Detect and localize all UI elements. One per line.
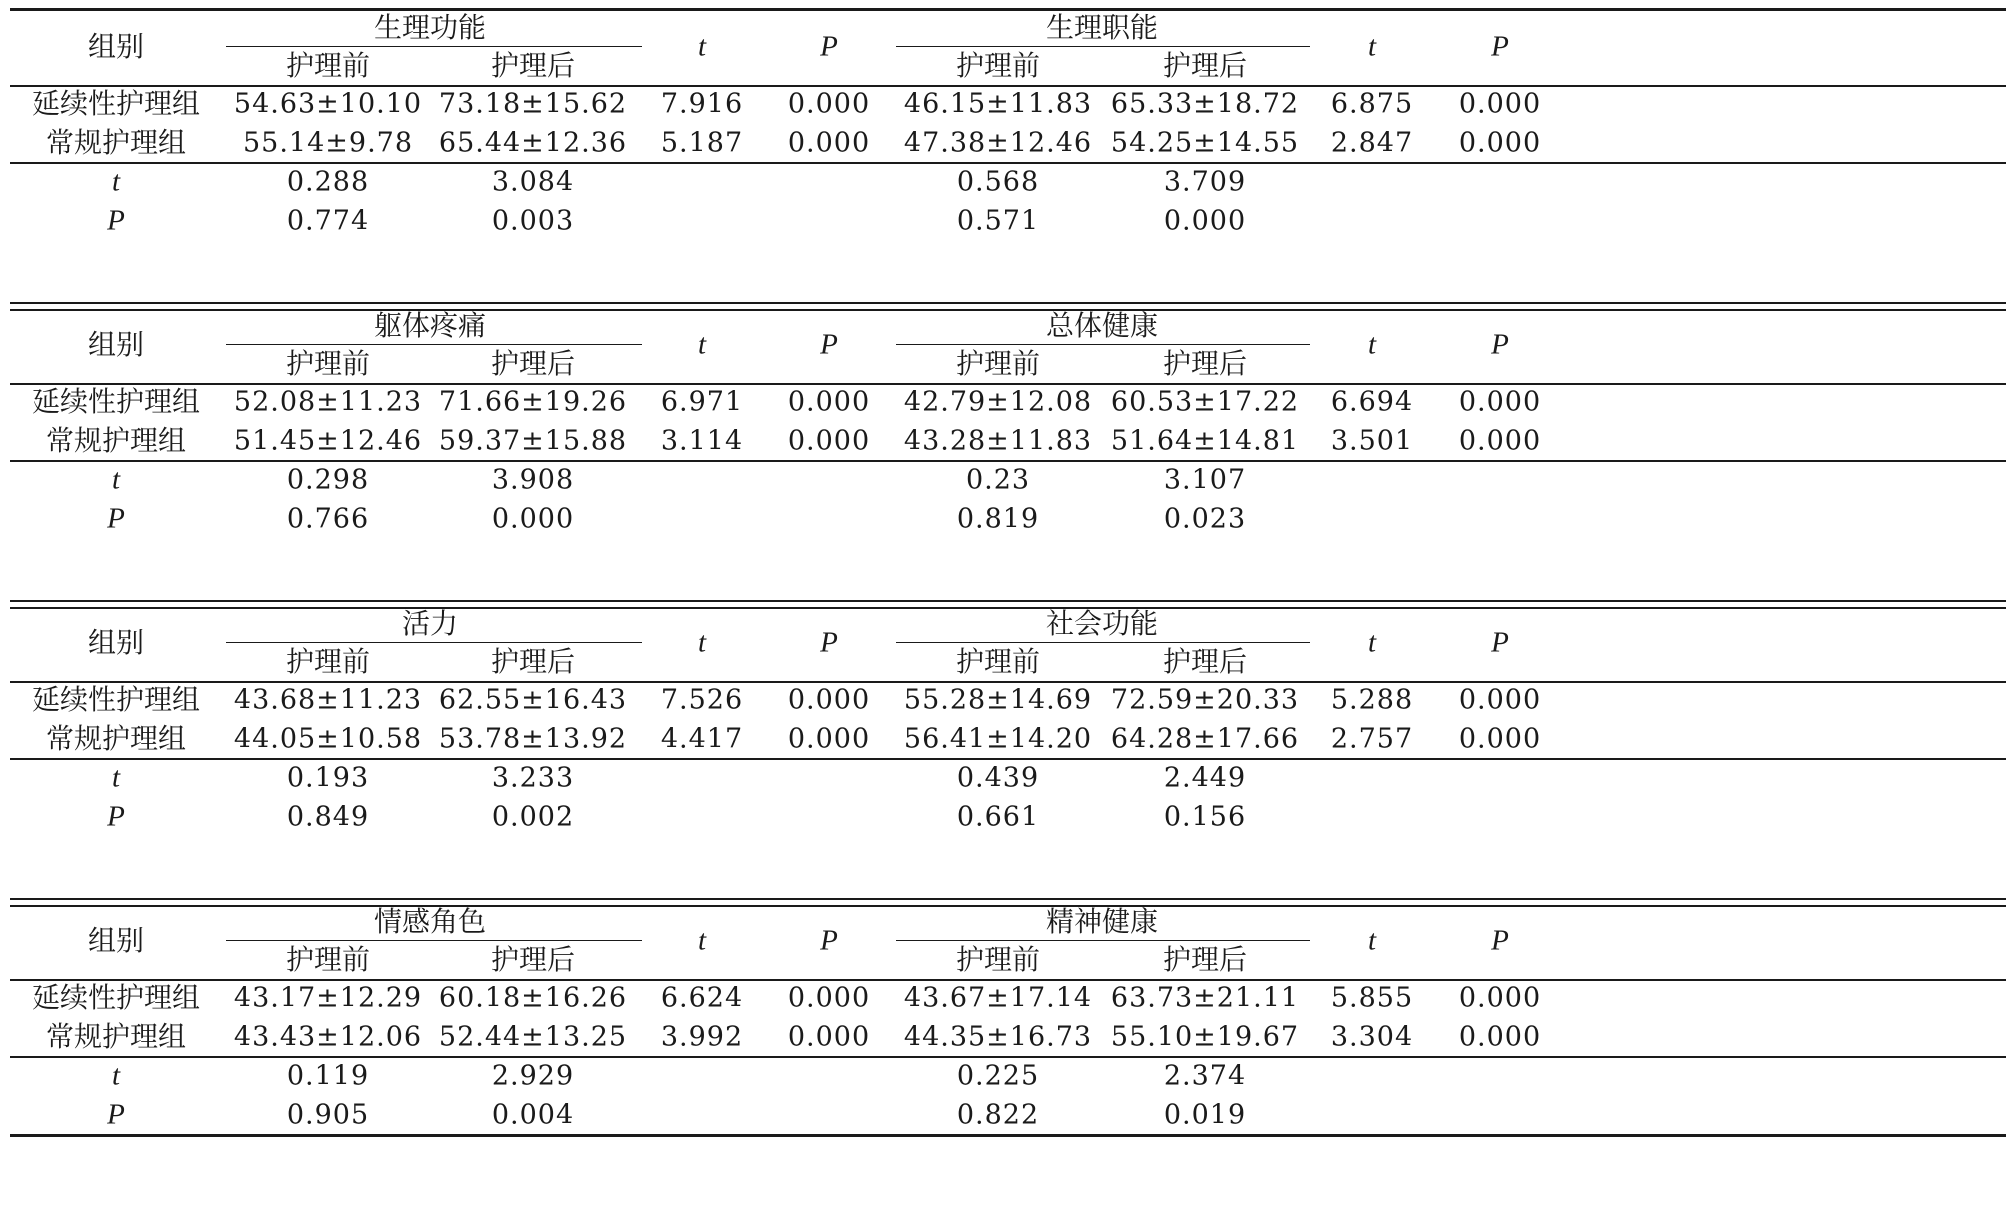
row-label: 延续性护理组 — [31, 87, 201, 120]
stat-label: t — [111, 165, 121, 198]
group-header: 组别 — [87, 626, 145, 659]
table-cell: 43.28±11.83 — [903, 425, 1093, 457]
stat-cell: 3.084 — [491, 166, 575, 198]
table-cell: 55.28±14.69 — [903, 684, 1093, 716]
stat-label: P — [107, 502, 125, 535]
t-header: t — [1367, 924, 1377, 957]
row-label: 常规护理组 — [45, 1020, 187, 1053]
before-header: 护理前 — [955, 347, 1041, 380]
before-header: 护理前 — [285, 347, 371, 380]
table-cell: 0.000 — [1458, 723, 1542, 755]
right-header-underline — [896, 940, 1310, 941]
table-cell: 5.187 — [660, 127, 744, 159]
row-label: 常规护理组 — [45, 722, 187, 755]
group-header: 组别 — [87, 30, 145, 63]
table-cell: 0.000 — [1458, 127, 1542, 159]
left-header-underline — [226, 344, 642, 345]
rows-bottom-rule — [10, 460, 2006, 462]
stat-label: P — [107, 1098, 125, 1131]
row-label: 延续性护理组 — [31, 683, 201, 716]
left-measure-title: 活力 — [401, 607, 459, 640]
t-header: t — [697, 924, 707, 957]
table-cell: 0.000 — [787, 386, 871, 418]
stat-cell: 0.119 — [286, 1060, 370, 1092]
p-header: P — [1491, 328, 1509, 361]
right-measure-title: 总体健康 — [1045, 309, 1159, 342]
table-cell: 7.526 — [660, 684, 744, 716]
p-header: P — [1491, 924, 1509, 957]
before-header: 护理前 — [955, 645, 1041, 678]
table-cell: 73.18±15.62 — [438, 88, 628, 120]
t-header: t — [697, 30, 707, 63]
stat-cell: 0.298 — [286, 464, 370, 496]
table-cell: 53.78±13.92 — [438, 723, 628, 755]
table-cell: 0.000 — [1458, 425, 1542, 457]
table-cell: 0.000 — [787, 88, 871, 120]
after-header: 护理后 — [1162, 49, 1248, 82]
table-cell: 43.68±11.23 — [233, 684, 423, 716]
stat-cell: 0.019 — [1163, 1099, 1247, 1131]
p-header: P — [1491, 626, 1509, 659]
rows-bottom-rule — [10, 1056, 2006, 1058]
table-cell: 0.000 — [787, 723, 871, 755]
table-cell: 63.73±21.11 — [1110, 982, 1300, 1014]
group-header: 组别 — [87, 328, 145, 361]
right-measure-title: 精神健康 — [1045, 905, 1159, 938]
rows-bottom-rule — [10, 162, 2006, 164]
after-header: 护理后 — [490, 645, 576, 678]
stat-cell: 0.003 — [491, 205, 575, 237]
after-header: 护理后 — [1162, 645, 1248, 678]
table-cell: 52.08±11.23 — [233, 386, 423, 418]
comparison-table — [10, 8, 2006, 1200]
t-header: t — [697, 328, 707, 361]
table-cell: 44.05±10.58 — [233, 723, 423, 755]
table-cell: 43.67±17.14 — [903, 982, 1093, 1014]
stat-cell: 0.849 — [286, 801, 370, 833]
stat-cell: 3.908 — [491, 464, 575, 496]
stat-label: t — [111, 463, 121, 496]
table-cell: 54.25±14.55 — [1110, 127, 1300, 159]
after-header: 护理后 — [1162, 943, 1248, 976]
p-header: P — [820, 30, 838, 63]
stat-cell: 0.023 — [1163, 503, 1247, 535]
table-cell: 0.000 — [1458, 982, 1542, 1014]
stat-cell: 0.822 — [956, 1099, 1040, 1131]
p-header: P — [820, 924, 838, 957]
stat-cell: 0.000 — [1163, 205, 1247, 237]
stat-cell: 2.929 — [491, 1060, 575, 1092]
table-cell: 2.847 — [1330, 127, 1414, 159]
stat-cell: 0.000 — [491, 503, 575, 535]
table-cell: 2.757 — [1330, 723, 1414, 755]
table-cell: 6.694 — [1330, 386, 1414, 418]
before-header: 护理前 — [285, 645, 371, 678]
section-divider — [10, 898, 2006, 907]
header-bottom-rule — [10, 383, 2006, 385]
table-top-rule — [10, 8, 2006, 11]
table-cell: 3.114 — [660, 425, 744, 457]
after-header: 护理后 — [490, 347, 576, 380]
t-header: t — [1367, 30, 1377, 63]
table-cell: 0.000 — [1458, 88, 1542, 120]
stat-cell: 0.288 — [286, 166, 370, 198]
after-header: 护理后 — [1162, 347, 1248, 380]
right-measure-title: 生理职能 — [1045, 11, 1159, 44]
table-cell: 65.44±12.36 — [438, 127, 628, 159]
table-cell: 60.53±17.22 — [1110, 386, 1300, 418]
stat-cell: 0.766 — [286, 503, 370, 535]
after-header: 护理后 — [490, 49, 576, 82]
stat-cell: 0.439 — [956, 762, 1040, 794]
table-section — [10, 306, 2006, 604]
table-cell: 46.15±11.83 — [903, 88, 1093, 120]
right-header-underline — [896, 642, 1310, 643]
left-measure-title: 情感角色 — [373, 905, 487, 938]
stat-cell: 3.107 — [1163, 464, 1247, 496]
right-measure-title: 社会功能 — [1045, 607, 1159, 640]
stat-cell: 2.374 — [1163, 1060, 1247, 1092]
table-cell: 6.875 — [1330, 88, 1414, 120]
table-cell: 3.501 — [1330, 425, 1414, 457]
table-bottom-rule — [10, 1134, 2006, 1137]
table-cell: 55.14±9.78 — [242, 127, 414, 159]
stat-cell: 2.449 — [1163, 762, 1247, 794]
table-cell: 0.000 — [1458, 386, 1542, 418]
right-header-underline — [896, 46, 1310, 47]
table-cell: 62.55±16.43 — [438, 684, 628, 716]
t-header: t — [1367, 328, 1377, 361]
header-bottom-rule — [10, 681, 2006, 683]
t-header: t — [697, 626, 707, 659]
table-cell: 59.37±15.88 — [438, 425, 628, 457]
header-bottom-rule — [10, 85, 2006, 87]
p-header: P — [820, 626, 838, 659]
section-divider — [10, 600, 2006, 609]
table-cell: 51.45±12.46 — [233, 425, 423, 457]
table-cell: 0.000 — [787, 127, 871, 159]
table-cell: 5.288 — [1330, 684, 1414, 716]
stat-cell: 0.23 — [965, 464, 1031, 496]
stat-label: P — [107, 800, 125, 833]
stat-cell: 0.774 — [286, 205, 370, 237]
before-header: 护理前 — [955, 943, 1041, 976]
table-cell: 5.855 — [1330, 982, 1414, 1014]
t-header: t — [1367, 626, 1377, 659]
row-label: 常规护理组 — [45, 424, 187, 457]
stat-cell: 0.905 — [286, 1099, 370, 1131]
before-header: 护理前 — [285, 49, 371, 82]
row-label: 延续性护理组 — [31, 981, 201, 1014]
table-cell: 42.79±12.08 — [903, 386, 1093, 418]
table-cell: 0.000 — [787, 425, 871, 457]
before-header: 护理前 — [285, 943, 371, 976]
table-cell: 6.971 — [660, 386, 744, 418]
stat-cell: 0.225 — [956, 1060, 1040, 1092]
left-header-underline — [226, 642, 642, 643]
left-measure-title: 躯体疼痛 — [373, 309, 487, 342]
table-section — [10, 902, 2006, 1200]
stat-cell: 0.193 — [286, 762, 370, 794]
table-cell: 52.44±13.25 — [438, 1021, 628, 1053]
header-bottom-rule — [10, 979, 2006, 981]
before-header: 护理前 — [955, 49, 1041, 82]
table-section — [10, 8, 2006, 306]
p-header: P — [1491, 30, 1509, 63]
right-header-underline — [896, 344, 1310, 345]
table-cell: 6.624 — [660, 982, 744, 1014]
stat-label: t — [111, 761, 121, 794]
table-cell: 71.66±19.26 — [438, 386, 628, 418]
table-cell: 47.38±12.46 — [903, 127, 1093, 159]
stat-cell: 0.661 — [956, 801, 1040, 833]
left-header-underline — [226, 46, 642, 47]
after-header: 护理后 — [490, 943, 576, 976]
stat-label: P — [107, 204, 125, 237]
stat-cell: 0.004 — [491, 1099, 575, 1131]
table-cell: 4.417 — [660, 723, 744, 755]
left-measure-title: 生理功能 — [373, 11, 487, 44]
table-cell: 51.64±14.81 — [1110, 425, 1300, 457]
table-cell: 3.304 — [1330, 1021, 1414, 1053]
table-cell: 60.18±16.26 — [438, 982, 628, 1014]
table-cell: 72.59±20.33 — [1110, 684, 1300, 716]
table-cell: 56.41±14.20 — [903, 723, 1093, 755]
stat-cell: 0.819 — [956, 503, 1040, 535]
table-cell: 54.63±10.10 — [233, 88, 423, 120]
table-cell: 7.916 — [660, 88, 744, 120]
table-cell: 44.35±16.73 — [903, 1021, 1093, 1053]
table-cell: 43.43±12.06 — [233, 1021, 423, 1053]
table-cell: 55.10±19.67 — [1110, 1021, 1300, 1053]
stat-cell: 0.002 — [491, 801, 575, 833]
table-cell: 0.000 — [1458, 684, 1542, 716]
stat-cell: 3.233 — [491, 762, 575, 794]
p-header: P — [820, 328, 838, 361]
left-header-underline — [226, 940, 642, 941]
table-cell: 64.28±17.66 — [1110, 723, 1300, 755]
section-divider — [10, 302, 2006, 311]
group-header: 组别 — [87, 924, 145, 957]
table-cell: 0.000 — [1458, 1021, 1542, 1053]
table-cell: 43.17±12.29 — [233, 982, 423, 1014]
table-cell: 3.992 — [660, 1021, 744, 1053]
stat-label: t — [111, 1059, 121, 1092]
table-cell: 0.000 — [787, 684, 871, 716]
stat-cell: 3.709 — [1163, 166, 1247, 198]
rows-bottom-rule — [10, 758, 2006, 760]
row-label: 延续性护理组 — [31, 385, 201, 418]
table-section — [10, 604, 2006, 902]
table-cell: 65.33±18.72 — [1110, 88, 1300, 120]
table-cell: 0.000 — [787, 1021, 871, 1053]
stat-cell: 0.568 — [956, 166, 1040, 198]
row-label: 常规护理组 — [45, 126, 187, 159]
stat-cell: 0.156 — [1163, 801, 1247, 833]
table-cell: 0.000 — [787, 982, 871, 1014]
stat-cell: 0.571 — [956, 205, 1040, 237]
